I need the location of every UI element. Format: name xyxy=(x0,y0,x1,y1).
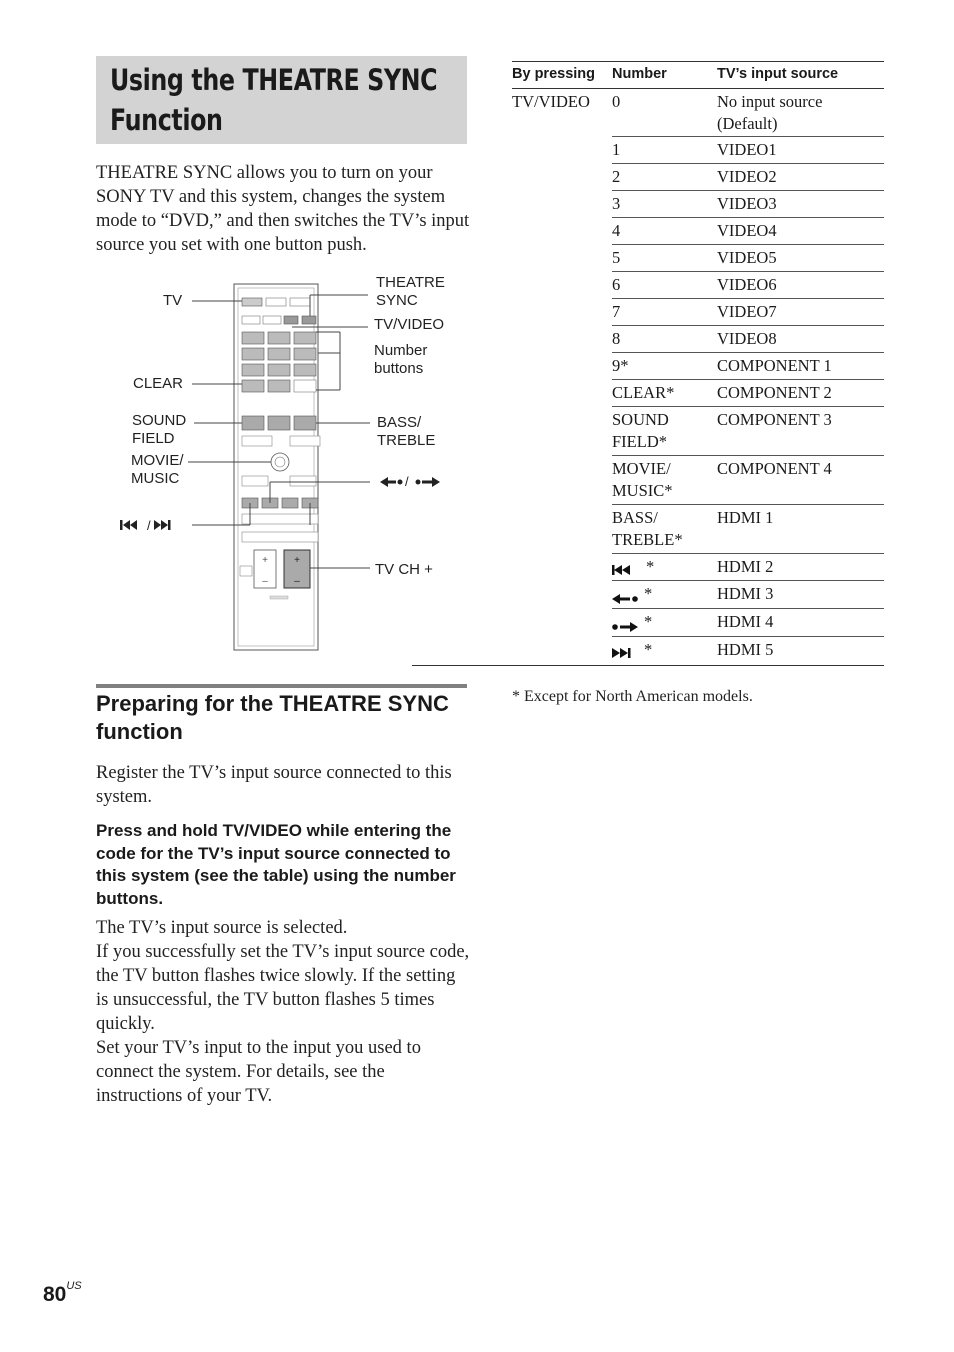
cell-source: VIDEO7 xyxy=(717,302,777,321)
step-body xyxy=(96,916,471,1108)
table-row xyxy=(612,505,884,554)
cell-number: 8 xyxy=(612,329,621,348)
cell-source: VIDEO4 xyxy=(717,221,777,240)
table-row xyxy=(612,326,884,353)
cell-source: VIDEO8 xyxy=(717,329,777,348)
step-result: The TV’s input source is selected. xyxy=(96,918,348,938)
header-number: Number xyxy=(612,66,667,82)
table-row xyxy=(612,191,884,218)
cell-source: HDMI 3 xyxy=(717,584,774,603)
cell-source: COMPONENT 1 xyxy=(717,356,832,375)
callout-bass-treble: BASS/ TREBLE xyxy=(377,414,436,449)
table-row xyxy=(612,218,884,245)
section-intro: Register the TV’s input source connected to this system. xyxy=(96,763,452,807)
cell-number: 2 xyxy=(612,167,621,186)
callout-tv-video: TV/VIDEO xyxy=(374,316,445,333)
cell-footnote-mark: * xyxy=(644,584,653,603)
replay-icon xyxy=(612,589,642,611)
cell-source: COMPONENT 4 xyxy=(717,459,832,478)
table-row xyxy=(612,407,884,456)
advance-icon xyxy=(612,617,642,639)
intro-paragraph: THEATRE SYNC allows you to turn on your SONY TV and this system, changes the system mode to “DVD,” and then switches the TV’s input source you set with one button push. xyxy=(96,163,470,255)
table-row xyxy=(612,554,884,581)
cell-footnote-mark: * xyxy=(644,612,653,631)
cell-source: VIDEO2 xyxy=(717,167,777,186)
header-input-source: TV’s input source xyxy=(717,66,839,82)
cell-number: 3 xyxy=(612,194,621,213)
cell-number: 0 xyxy=(612,92,621,111)
header-by-pressing: By pressing xyxy=(512,66,595,82)
svg-text:+: + xyxy=(262,555,268,566)
cell-number: MOVIE/ MUSIC* xyxy=(612,459,673,500)
title-box xyxy=(96,56,467,144)
svg-text:–: – xyxy=(262,576,268,587)
table-row xyxy=(612,456,884,505)
table-footnote: * Except for North American models. xyxy=(512,688,753,705)
cell-source: HDMI 5 xyxy=(717,640,774,659)
table-row xyxy=(612,245,884,272)
callout-tv-ch: TV CH + xyxy=(375,561,433,578)
page-title: Using the THEATRE SYNC Function xyxy=(110,63,438,137)
cell-source: HDMI 4 xyxy=(717,612,774,631)
cell-number: BASS/ TREBLE* xyxy=(612,508,683,549)
next-track-icon xyxy=(612,643,642,665)
table-row xyxy=(612,272,884,299)
callout-sound-field: SOUND FIELD xyxy=(132,412,187,447)
cell-source: HDMI 1 xyxy=(717,508,774,527)
cell-source: COMPONENT 3 xyxy=(717,410,832,429)
cell-source: VIDEO3 xyxy=(717,194,777,213)
cell-footnote-mark: * xyxy=(644,640,653,659)
table-row xyxy=(612,137,884,164)
input-source-table xyxy=(512,61,884,666)
cell-source: VIDEO6 xyxy=(717,275,777,294)
cell-source: No input source (Default) xyxy=(717,92,823,133)
cell-number: 5 xyxy=(612,248,621,267)
svg-text:/: / xyxy=(147,518,151,533)
cell-number: 4 xyxy=(612,221,621,240)
svg-text:/: / xyxy=(405,474,409,489)
table-header xyxy=(512,61,884,89)
callout-movie-music: MOVIE/ MUSIC xyxy=(131,452,184,487)
cell-number: 6 xyxy=(612,275,621,294)
table-row xyxy=(612,581,884,609)
cell-number: SOUND FIELD* xyxy=(612,410,669,451)
page-number-suffix: US xyxy=(66,1280,82,1292)
table-row xyxy=(612,609,884,637)
table-row xyxy=(612,164,884,191)
table-row xyxy=(612,353,884,380)
step-instruction: Press and hold TV/VIDEO while entering the code for the TV’s input source connected to this system (see the table) using the number buttons. xyxy=(96,821,456,908)
step-instruction-tv: Set your TV’s input to the input you used to connect the system. For details, see the instructions of your TV. xyxy=(96,1038,421,1106)
cell-source: HDMI 2 xyxy=(717,557,774,576)
cell-pressing: TV/VIDEO xyxy=(512,92,590,111)
page-number-value: 80 xyxy=(43,1283,67,1306)
table-row xyxy=(612,299,884,326)
cell-source: VIDEO5 xyxy=(717,248,777,267)
remote-figure xyxy=(120,270,460,655)
callout-number-buttons: Number buttons xyxy=(374,342,428,377)
svg-text:–: – xyxy=(294,576,300,587)
cell-number: 7 xyxy=(612,302,621,321)
cell-number: 9* xyxy=(612,356,629,375)
previous-track-icon xyxy=(612,560,642,582)
page-number xyxy=(43,1280,82,1307)
table-row xyxy=(412,637,884,666)
callout-clear: CLEAR xyxy=(133,375,184,392)
cell-source: VIDEO1 xyxy=(717,140,777,159)
svg-text:+: + xyxy=(294,555,300,566)
cell-number: 1 xyxy=(612,140,621,159)
section-title: Preparing for the THEATRE SYNC function xyxy=(96,691,449,744)
cell-number: CLEAR* xyxy=(612,383,675,402)
step-note: If you successfully set the TV’s input source code, the TV button flashes twice slowly. If the setting is unsuccessful, the TV button flashes 5 times quickly. xyxy=(96,942,470,1034)
table-row xyxy=(512,89,884,137)
cell-footnote-mark: * xyxy=(646,557,655,576)
cell-source: COMPONENT 2 xyxy=(717,383,832,402)
callout-theatre-sync: THEATRE SYNC xyxy=(376,274,445,309)
section-divider xyxy=(96,684,467,688)
table-row xyxy=(612,380,884,407)
callout-tv: TV xyxy=(163,292,183,309)
